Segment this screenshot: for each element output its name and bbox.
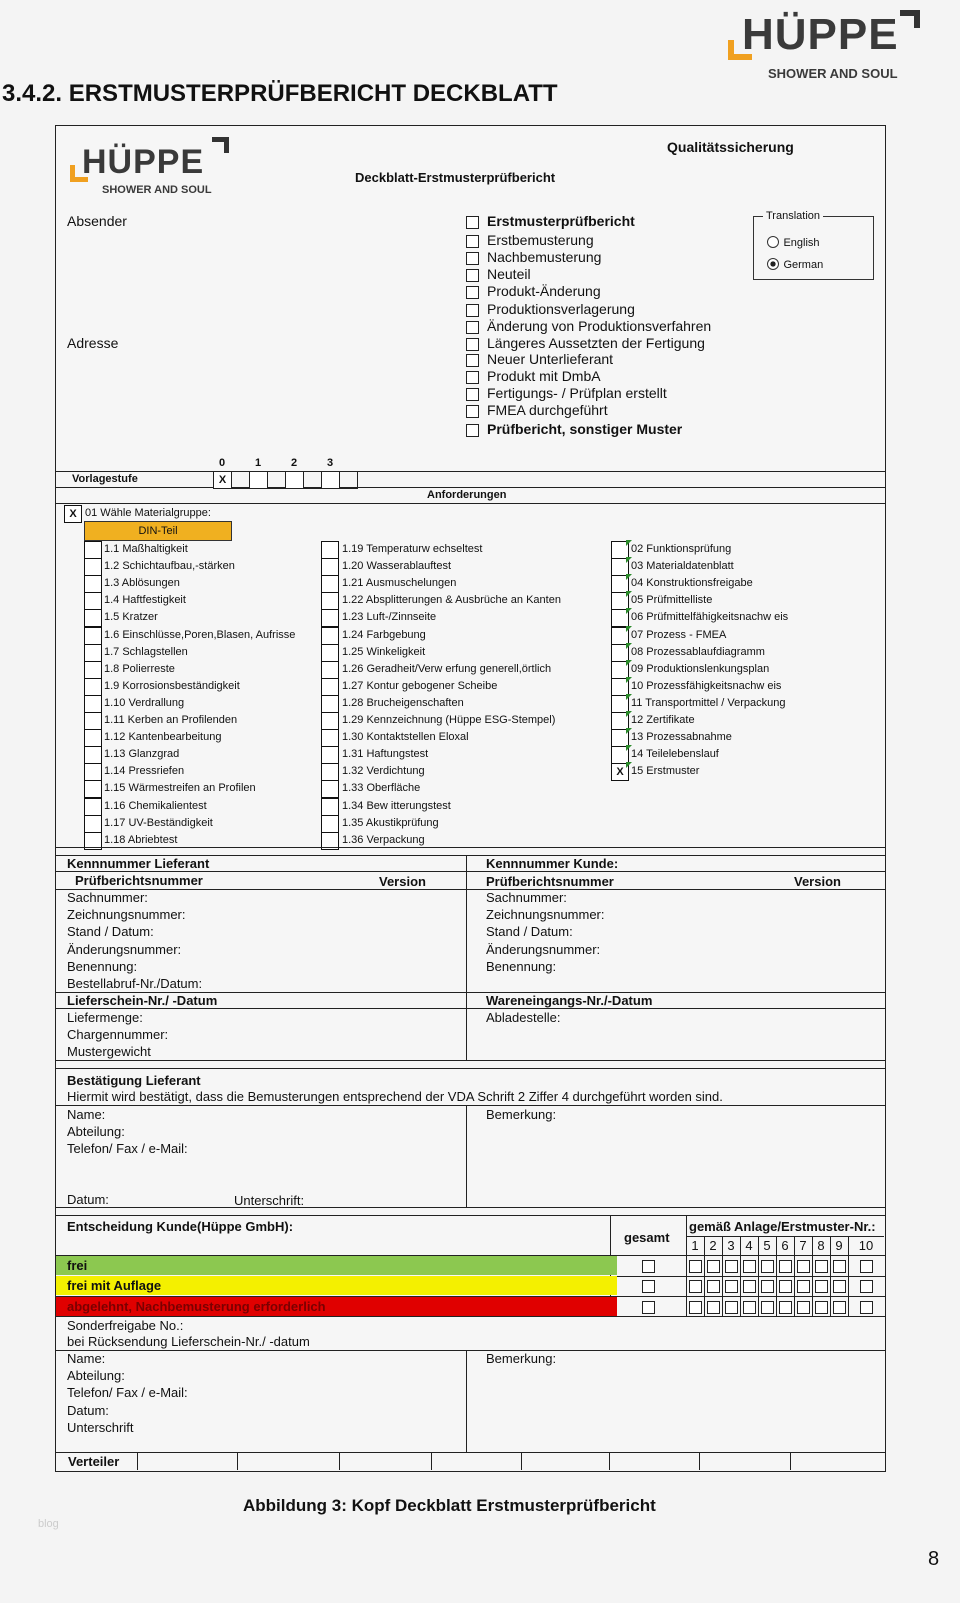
- requirement-label: 06 Prüfmittelfähigkeitsnachw eis: [631, 611, 789, 624]
- radio-german[interactable]: German: [767, 255, 823, 273]
- requirement-checkbox[interactable]: X: [611, 763, 629, 781]
- requirement-label: 1.10 Verdrallung: [104, 696, 185, 709]
- verteiler-cell-divider: [339, 1452, 340, 1470]
- absender-label: Absender: [67, 213, 127, 229]
- verteiler-cell-divider: [521, 1452, 522, 1470]
- anlage-checkbox[interactable]: [815, 1260, 828, 1273]
- confirm-title: Bestätigung Lieferant: [67, 1073, 201, 1088]
- type-label: Erstmusterprüfbericht: [487, 213, 635, 229]
- type-checkbox[interactable]: [466, 252, 479, 265]
- gesamt-checkbox[interactable]: [642, 1301, 655, 1314]
- level-spacer: [267, 471, 286, 489]
- anlage-checkbox[interactable]: [815, 1301, 828, 1314]
- customer-field: Zeichnungsnummer:: [486, 907, 605, 923]
- requirement-checkbox[interactable]: [321, 644, 339, 662]
- confirm-datum: Datum:: [67, 1192, 109, 1207]
- requirement-label: 1.9 Korrosionsbeständigkeit: [104, 679, 240, 692]
- decision-option: abgelehnt, Nachbemusterung erforderlich: [56, 1297, 617, 1316]
- anlage-checkbox[interactable]: [833, 1260, 846, 1273]
- requirement-label: 13 Prozessabnahme: [631, 731, 732, 744]
- decision-contact-field: Name:: [67, 1351, 106, 1366]
- lieferschein-field: Liefermenge:: [67, 1010, 143, 1025]
- decision-contact-field: Abteilung:: [67, 1368, 125, 1384]
- type-label: Erstbemusterung: [487, 232, 594, 248]
- supplier-field: Sachnummer:: [67, 890, 148, 905]
- requirement-label: 1.29 Kennzeichnung (Hüppe ESG-Stempel): [342, 714, 556, 726]
- anlage-checkbox[interactable]: [779, 1280, 792, 1293]
- requirement-label: 1.19 Temperaturw echseltest: [342, 543, 483, 555]
- requirement-checkbox[interactable]: [84, 627, 102, 645]
- requirement-checkbox[interactable]: [321, 746, 339, 764]
- gesamt-checkbox[interactable]: [642, 1260, 655, 1273]
- requirement-checkbox[interactable]: [84, 644, 102, 662]
- supplier-field: Änderungsnummer:: [67, 941, 182, 957]
- type-label: Produkt-Änderung: [487, 283, 601, 299]
- customer-field: Benennung:: [486, 958, 557, 974]
- requirement-label: 04 Konstruktionsfreigabe: [631, 577, 753, 590]
- verteiler-cell-divider: [699, 1452, 700, 1470]
- type-checkbox[interactable]: [466, 321, 479, 334]
- type-checkbox[interactable]: [466, 216, 479, 229]
- requirement-label: 08 Prozessablaufdiagramm: [631, 645, 765, 658]
- qs-label: Qualitätssicherung: [667, 139, 794, 155]
- requirement-checkbox[interactable]: [84, 678, 102, 696]
- type-checkbox[interactable]: [466, 405, 479, 418]
- confirm-field: Telefon/ Fax / e-Mail:: [67, 1141, 188, 1156]
- sonder-label: Sonderfreigabe No.:: [67, 1318, 184, 1333]
- decision-contact-field: Telefon/ Fax / e-Mail:: [67, 1385, 188, 1401]
- requirement-label: 07 Prozess - FMEA: [631, 628, 727, 641]
- verteiler-cell-divider: [237, 1452, 238, 1470]
- brand-logo: HÜPPE SHOWER AND SOUL: [728, 2, 928, 80]
- requirement-label: 1.8 Polierreste: [104, 662, 175, 675]
- decision-option: frei mit Auflage: [56, 1276, 617, 1295]
- type-checkbox[interactable]: [466, 424, 479, 437]
- supplier-kenn: Kennnummer Lieferant: [67, 856, 210, 871]
- material-label: 01 Wähle Materialgruppe:: [85, 507, 211, 519]
- customer-field: Stand / Datum:: [486, 924, 573, 940]
- requirement-label: 09 Produktionslenkungsplan: [631, 662, 770, 675]
- anlage-checkbox[interactable]: [797, 1260, 810, 1273]
- customer-field: Sachnummer:: [486, 890, 567, 905]
- requirement-label: 1.25 Winkeligkeit: [342, 645, 426, 658]
- confirm-field: Name:: [67, 1107, 106, 1122]
- adresse-label: Adresse: [67, 335, 119, 351]
- supplier-pb: Prüfberichtsnummer: [75, 873, 203, 888]
- anlage-number: 10: [858, 1238, 874, 1253]
- requirement-label: 1.18 Abriebtest: [104, 833, 178, 846]
- type-checkbox[interactable]: [466, 304, 479, 317]
- requirement-checkbox[interactable]: [321, 780, 339, 798]
- caption: Abbildung 3: Kopf Deckblatt Erstmusterprüfbericht: [243, 1496, 656, 1515]
- requirement-checkbox[interactable]: [321, 661, 339, 679]
- level-checkbox[interactable]: X: [213, 471, 232, 489]
- level-checkbox[interactable]: [285, 471, 304, 489]
- anlage-checkbox[interactable]: [743, 1301, 756, 1314]
- verteiler-cell-divider: [609, 1452, 610, 1470]
- requirement-label: 1.30 Kontaktstellen Eloxal: [342, 731, 469, 744]
- anlage-checkbox[interactable]: [833, 1301, 846, 1314]
- customer-version: Version: [794, 874, 841, 889]
- supplier-field: Stand / Datum:: [67, 924, 154, 940]
- requirement-label: 1.5 Kratzer: [104, 611, 158, 624]
- verteiler-cell-divider: [137, 1452, 138, 1470]
- anlage-checkbox[interactable]: [725, 1280, 738, 1293]
- requirement-label: 1.32 Verdichtung: [342, 765, 425, 778]
- anlage-checkbox[interactable]: [779, 1301, 792, 1314]
- watermark: blog: [38, 1518, 59, 1530]
- requirement-label: 1.15 Wärmestreifen an Profilen: [104, 782, 256, 795]
- requirement-checkbox[interactable]: [321, 558, 339, 576]
- customer-pb: Prüfberichtsnummer: [486, 874, 614, 889]
- verteiler-cell-divider: [790, 1452, 791, 1470]
- requirement-label: 1.26 Geradheit/Verw erfung generell,örtlich: [342, 662, 552, 675]
- anlage-checkbox[interactable]: [779, 1260, 792, 1273]
- type-label: FMEA durchgeführt: [487, 402, 608, 418]
- vorlage-label: Vorlagestufe: [72, 473, 138, 485]
- anlage-checkbox[interactable]: [707, 1260, 720, 1273]
- verteiler-cell-divider: [431, 1452, 432, 1470]
- type-checkbox[interactable]: [466, 235, 479, 248]
- requirement-checkbox[interactable]: [84, 729, 102, 747]
- type-label: Produkt mit DmbA: [487, 368, 601, 384]
- requirement-checkbox[interactable]: [84, 661, 102, 679]
- requirement-label: 14 Teilelebenslauf: [631, 748, 719, 761]
- level-checkbox[interactable]: [249, 471, 268, 489]
- requirement-checkbox[interactable]: [321, 609, 339, 627]
- requirement-checkbox[interactable]: [321, 678, 339, 696]
- requirement-label: 1.12 Kantenbearbeitung: [104, 731, 222, 744]
- requirement-checkbox[interactable]: [321, 798, 339, 816]
- requirement-checkbox[interactable]: [321, 592, 339, 610]
- page-heading: 3.4.2. ERSTMUSTERPRÜFBERICHT DECKBLATT: [2, 80, 558, 107]
- type-checkbox[interactable]: [466, 269, 479, 282]
- requirement-label: 11 Transportmittel / Verpackung: [631, 696, 786, 709]
- page-number: 8: [928, 1548, 940, 1570]
- requirement-checkbox[interactable]: [84, 746, 102, 764]
- type-label: Nachbemusterung: [487, 249, 602, 265]
- verteiler-label: Verteiler: [68, 1454, 120, 1469]
- anlage-checkbox[interactable]: [797, 1301, 810, 1314]
- supplier-field: Benennung:: [67, 958, 138, 974]
- requirement-label: 1.14 Pressriefen: [104, 765, 185, 778]
- anlage-checkbox[interactable]: [860, 1280, 873, 1293]
- decision-contact-field: Datum:: [67, 1402, 109, 1418]
- confirm-field: Abteilung:: [67, 1124, 125, 1139]
- anlage-checkbox[interactable]: [689, 1260, 702, 1273]
- anlage-checkbox[interactable]: [707, 1301, 720, 1314]
- requirement-checkbox[interactable]: [84, 558, 102, 576]
- lieferschein-field: Mustergewicht: [67, 1044, 151, 1059]
- requirement-label: 1.33 Oberfläche: [342, 782, 421, 795]
- level-label: 1: [255, 457, 262, 469]
- anlage-number: 3: [727, 1238, 735, 1253]
- level-spacer: [303, 471, 322, 489]
- requirement-checkbox[interactable]: [84, 609, 102, 627]
- lieferschein-field: Chargennummer:: [67, 1027, 169, 1042]
- requirement-label: 1.4 Haftfestigkeit: [104, 594, 186, 607]
- lieferschein-label: Lieferschein-Nr./ -Datum: [67, 993, 218, 1008]
- requirement-label: 1.24 Farbgebung: [342, 628, 426, 641]
- anlage-checkbox[interactable]: [833, 1280, 846, 1293]
- material-checkbox[interactable]: X: [64, 505, 82, 523]
- row-divider: [55, 1316, 885, 1317]
- requirement-label: 1.2 Schichtaufbau,-stärken: [104, 560, 235, 573]
- requirement-checkbox[interactable]: [321, 627, 339, 645]
- requirement-checkbox[interactable]: [321, 712, 339, 730]
- type-checkbox[interactable]: [466, 338, 479, 351]
- anlage-number: 8: [817, 1238, 825, 1253]
- requirement-checkbox[interactable]: [84, 815, 102, 833]
- requirement-label: 10 Prozessfähigkeitsnachw eis: [631, 679, 782, 692]
- requirement-checkbox[interactable]: [84, 592, 102, 610]
- decision-contact-field: Unterschrift: [67, 1419, 134, 1435]
- requirement-checkbox[interactable]: [84, 798, 102, 816]
- type-label: Änderung von Produktionsverfahren: [487, 318, 712, 334]
- anlage-checkbox[interactable]: [725, 1301, 738, 1314]
- anlage-checkbox[interactable]: [743, 1280, 756, 1293]
- material-select[interactable]: DIN-Teil: [84, 521, 232, 541]
- requirement-label: 1.23 Luft-/Zinnseite: [342, 611, 437, 624]
- level-label: 2: [291, 457, 298, 469]
- anlage-number: 7: [799, 1238, 807, 1253]
- decision-gesamt: gesamt: [624, 1230, 670, 1245]
- type-label: Neuteil: [487, 266, 531, 282]
- requirement-checkbox[interactable]: [84, 780, 102, 798]
- requirement-label: 1.1 Maßhaltigkeit: [104, 543, 188, 555]
- anlage-checkbox[interactable]: [689, 1301, 702, 1314]
- translation-label: Translation: [763, 210, 823, 222]
- confirm-unterschrift: Unterschrift:: [234, 1193, 305, 1208]
- requirement-checkbox[interactable]: [84, 763, 102, 781]
- anlage-checkbox[interactable]: [761, 1301, 774, 1314]
- anlage-checkbox[interactable]: [761, 1260, 774, 1273]
- form-logo: HÜPPE SHOWER AND SOUL: [70, 137, 230, 197]
- requirement-label: 1.13 Glanzgrad: [104, 748, 180, 761]
- anlage-checkbox[interactable]: [761, 1280, 774, 1293]
- supplier-field: Bestellabruf-Nr./Datum:: [67, 976, 203, 991]
- requirement-label: 1.22 Absplitterungen & Ausbrüche an Kanten: [342, 594, 561, 607]
- supplier-field: Zeichnungsnummer:: [67, 907, 186, 923]
- requirement-label: 1.3 Ablösungen: [104, 577, 180, 590]
- requirement-checkbox[interactable]: [84, 541, 102, 559]
- level-label: 0: [219, 457, 226, 469]
- requirement-label: 05 Prüfmittelliste: [631, 594, 713, 607]
- requirement-label: 1.11 Kerben an Profilenden: [104, 714, 238, 726]
- requirement-label: 12 Zertifikate: [631, 714, 695, 726]
- level-checkbox[interactable]: [321, 471, 340, 489]
- anlage-checkbox[interactable]: [797, 1280, 810, 1293]
- requirement-checkbox[interactable]: [84, 575, 102, 593]
- anlage-number: 6: [781, 1238, 789, 1253]
- requirement-checkbox[interactable]: [321, 575, 339, 593]
- anlage-checkbox[interactable]: [860, 1301, 873, 1314]
- requirement-label: 1.34 Bew itterungstest: [342, 799, 451, 812]
- requirement-checkbox[interactable]: [84, 712, 102, 730]
- type-label: Prüfbericht, sonstiger Muster: [487, 421, 683, 437]
- requirement-label: 1.7 Schlagstellen: [104, 645, 188, 658]
- anlage-number: 5: [763, 1238, 771, 1253]
- customer-field: Änderungsnummer:: [486, 941, 601, 957]
- type-checkbox[interactable]: [466, 388, 479, 401]
- requirement-checkbox[interactable]: [321, 541, 339, 559]
- radio-english[interactable]: English: [767, 233, 820, 251]
- requirement-label: 15 Erstmuster: [631, 765, 700, 778]
- requirement-label: 1.16 Chemikalientest: [104, 799, 207, 812]
- anlage-checkbox[interactable]: [689, 1280, 702, 1293]
- confirm-bemerkung: Bemerkung:: [486, 1107, 557, 1122]
- requirement-checkbox[interactable]: [321, 729, 339, 747]
- form-title: Deckblatt-Erstmusterprüfbericht: [355, 170, 556, 185]
- anlage-checkbox[interactable]: [707, 1280, 720, 1293]
- requirement-label: 1.27 Kontur gebogener Scheibe: [342, 679, 498, 692]
- requirement-label: 1.20 Wasserablauftest: [342, 560, 452, 573]
- requirement-checkbox[interactable]: [84, 695, 102, 713]
- customer-kenn: Kennnummer Kunde:: [486, 856, 619, 871]
- requirement-label: 1.28 Brucheigenschaften: [342, 696, 464, 709]
- level-label: 3: [327, 457, 334, 469]
- anforderungen-label: Anforderungen: [427, 489, 507, 501]
- decision-title: Entscheidung Kunde(Hüppe GmbH):: [67, 1219, 294, 1234]
- type-label: Neuer Unterlieferant: [487, 351, 614, 367]
- rueck-label: bei Rücksendung Lieferschein-Nr./ -datum: [67, 1334, 310, 1349]
- requirement-label: 1.36 Verpackung: [342, 833, 425, 846]
- level-spacer: [339, 471, 358, 489]
- requirement-label: 1.21 Ausmuschelungen: [342, 577, 457, 590]
- type-checkbox[interactable]: [466, 354, 479, 367]
- decision-option: frei: [56, 1256, 617, 1275]
- requirement-checkbox[interactable]: [321, 695, 339, 713]
- requirement-label: 1.17 UV-Beständigkeit: [104, 816, 213, 829]
- decision-bemerkung: Bemerkung:: [486, 1351, 557, 1366]
- anlage-number: 2: [709, 1238, 717, 1253]
- wareneingang-field: Abladestelle:: [486, 1010, 561, 1025]
- type-label: Fertigungs- / Prüfplan erstellt: [487, 385, 667, 401]
- requirement-label: 03 Materialdatenblatt: [631, 560, 734, 573]
- type-checkbox[interactable]: [466, 286, 479, 299]
- type-checkbox[interactable]: [466, 371, 479, 384]
- type-label: Produktionsverlagerung: [487, 301, 635, 317]
- requirement-label: 1.6 Einschlüsse,Poren,Blasen, Aufrisse: [104, 628, 296, 641]
- anlage-checkbox[interactable]: [815, 1280, 828, 1293]
- gesamt-checkbox[interactable]: [642, 1280, 655, 1293]
- requirement-label: 1.35 Akustikprüfung: [342, 816, 439, 829]
- anlage-number: 9: [835, 1238, 843, 1253]
- requirement-checkbox[interactable]: [321, 763, 339, 781]
- supplier-version: Version: [379, 874, 426, 889]
- wareneingang-label: Wareneingangs-Nr./-Datum: [486, 993, 653, 1008]
- anlage-checkbox[interactable]: [743, 1260, 756, 1273]
- anlage-number: 4: [745, 1238, 753, 1253]
- type-label: Längeres Aussetzten der Fertigung: [487, 335, 705, 351]
- anlage-number: 1: [691, 1238, 699, 1253]
- confirm-text: Hiermit wird bestätigt, dass die Bemusterungen entsprechend der VDA Schrift 2 Ziffer 4 durchgeführt worden sind.: [67, 1089, 723, 1104]
- level-spacer: [231, 471, 250, 489]
- requirement-checkbox[interactable]: [321, 815, 339, 833]
- requirement-label: 02 Funktionsprüfung: [631, 543, 732, 555]
- anlage-checkbox[interactable]: [725, 1260, 738, 1273]
- anlage-checkbox[interactable]: [860, 1260, 873, 1273]
- requirement-label: 1.31 Haftungstest: [342, 748, 429, 761]
- decision-anlage: gemäß Anlage/Erstmuster-Nr.:: [689, 1219, 876, 1234]
